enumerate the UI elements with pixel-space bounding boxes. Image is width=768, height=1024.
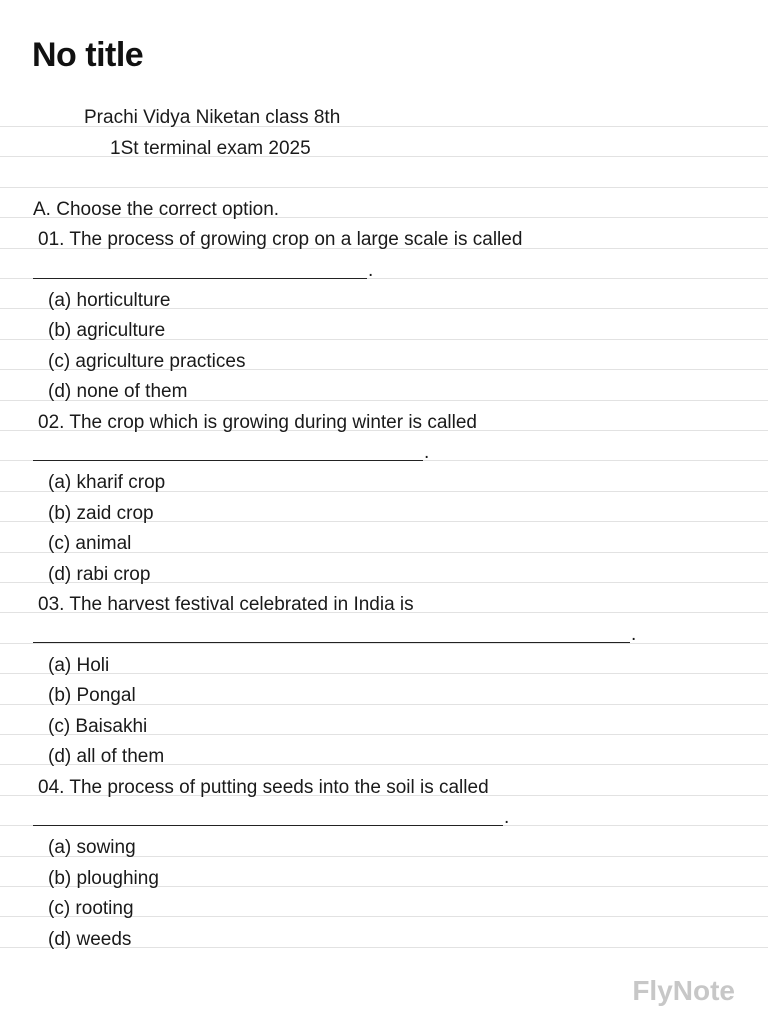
option-item[interactable]: (c) Baisakhi bbox=[48, 716, 148, 737]
ruled-line bbox=[0, 673, 768, 674]
question-text[interactable]: 03. The harvest festival celebrated in India is bbox=[38, 594, 414, 615]
option-item[interactable]: (b) agriculture bbox=[48, 320, 166, 341]
option-item[interactable]: (b) Pongal bbox=[48, 685, 136, 706]
app-watermark: FlyNote bbox=[632, 975, 735, 1006]
answer-blank[interactable] bbox=[33, 803, 509, 833]
option-item[interactable]: (c) agriculture practices bbox=[48, 351, 246, 372]
answer-blank[interactable] bbox=[33, 256, 373, 286]
option-item[interactable]: (d) rabi crop bbox=[48, 564, 151, 585]
blank-underline bbox=[33, 256, 367, 279]
blank-terminator: . bbox=[424, 442, 430, 463]
blank-underline bbox=[33, 620, 630, 643]
blank-underline bbox=[33, 803, 503, 826]
option-item[interactable]: (d) none of them bbox=[48, 381, 188, 402]
question-text[interactable]: 01. The process of growing crop on a large scale is called bbox=[38, 229, 523, 250]
question-text[interactable]: 04. The process of putting seeds into the soil is called bbox=[38, 777, 489, 798]
answer-blank[interactable] bbox=[33, 620, 636, 650]
option-item[interactable]: (c) rooting bbox=[48, 898, 134, 919]
blank-underline bbox=[33, 438, 423, 461]
blank-terminator: . bbox=[504, 807, 510, 828]
option-item[interactable]: (a) Holi bbox=[48, 655, 110, 676]
section-heading[interactable]: A. Choose the correct option. bbox=[33, 199, 280, 220]
page-title[interactable]: No title bbox=[32, 36, 144, 74]
question-text[interactable]: 02. The crop which is growing during winter is called bbox=[38, 412, 477, 433]
answer-blank[interactable] bbox=[33, 438, 429, 468]
school-line[interactable]: Prachi Vidya Niketan class 8th bbox=[84, 107, 341, 128]
option-item[interactable]: (b) zaid crop bbox=[48, 503, 154, 524]
option-item[interactable]: (a) kharif crop bbox=[48, 472, 166, 493]
option-item[interactable]: (c) animal bbox=[48, 533, 132, 554]
blank-terminator: . bbox=[631, 624, 637, 645]
option-item[interactable]: (a) horticulture bbox=[48, 290, 171, 311]
option-item[interactable]: (b) ploughing bbox=[48, 868, 159, 889]
option-item[interactable]: (a) sowing bbox=[48, 837, 136, 858]
option-item[interactable]: (d) all of them bbox=[48, 746, 165, 767]
blank-terminator: . bbox=[368, 260, 374, 281]
exam-line[interactable]: 1St terminal exam 2025 bbox=[110, 138, 311, 159]
ruled-line bbox=[0, 187, 768, 188]
option-item[interactable]: (d) weeds bbox=[48, 929, 132, 950]
